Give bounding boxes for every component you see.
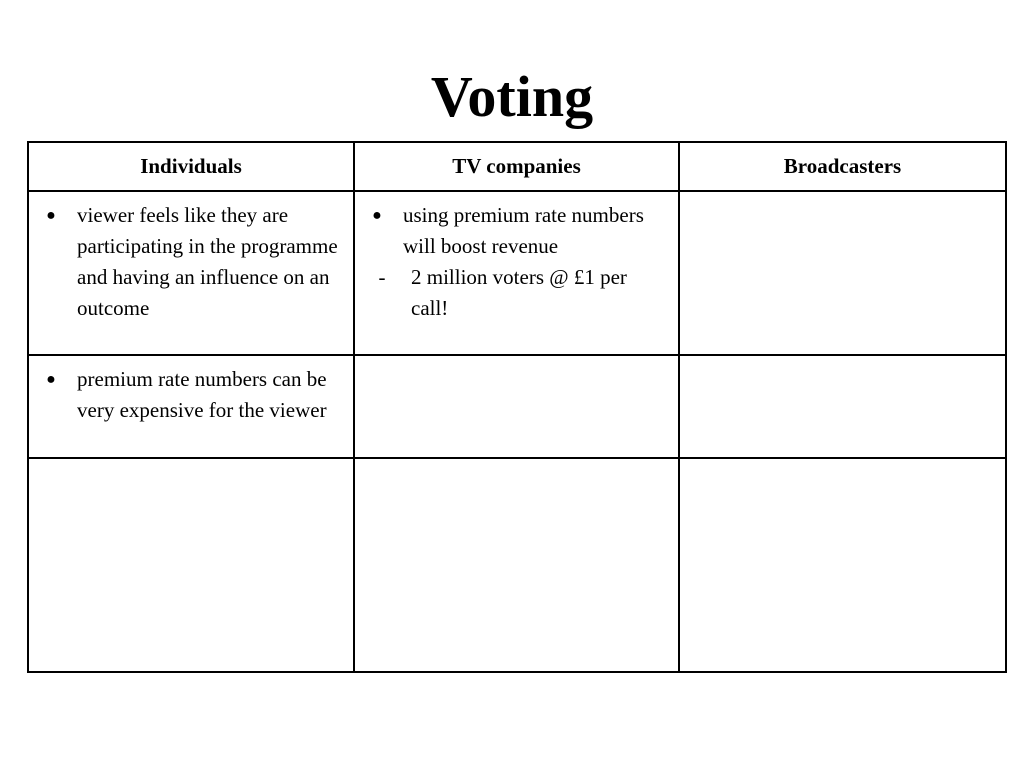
- header-tv-companies: TV companies: [354, 142, 679, 191]
- cell-broadcasters-2: [679, 355, 1006, 458]
- header-row: [28, 142, 1006, 191]
- bullet-icon: ●: [372, 207, 382, 224]
- list-item: [39, 364, 341, 426]
- cell-individuals-1: [28, 191, 354, 355]
- dash-icon: -: [378, 265, 386, 289]
- cell-tv-companies-1: [354, 191, 679, 355]
- sub-list: [365, 262, 666, 324]
- bullet-icon: ●: [46, 371, 56, 388]
- list-item: [365, 200, 666, 262]
- table-row: [28, 458, 1006, 672]
- cell-broadcasters-3: [679, 458, 1006, 672]
- sub-list-text: 2 million voters @ £1 per call!: [411, 265, 627, 320]
- bullet-text: viewer feels like they are participating in the programme and having an influence on an outcome: [77, 203, 338, 320]
- sub-list-item: [365, 262, 666, 324]
- bullet-icon: ●: [46, 207, 56, 224]
- cell-individuals-3: [28, 458, 354, 672]
- bullet-list: [39, 200, 341, 324]
- cell-tv-companies-2: [354, 355, 679, 458]
- bullet-text: using premium rate numbers will boost revenue: [403, 203, 644, 258]
- slide-title: Voting: [430, 64, 594, 129]
- bullet-list: [365, 200, 666, 262]
- table-row: [28, 191, 1006, 355]
- list-item: [39, 200, 341, 324]
- bullet-text: premium rate numbers can be very expensive for the viewer: [77, 367, 327, 422]
- voting-table: [27, 141, 1007, 673]
- table-row: [28, 355, 1006, 458]
- header-broadcasters: Broadcasters: [679, 142, 1006, 191]
- header-individuals: Individuals: [28, 142, 354, 191]
- cell-tv-companies-3: [354, 458, 679, 672]
- cell-broadcasters-1: [679, 191, 1006, 355]
- cell-individuals-2: [28, 355, 354, 458]
- bullet-list: [39, 364, 341, 426]
